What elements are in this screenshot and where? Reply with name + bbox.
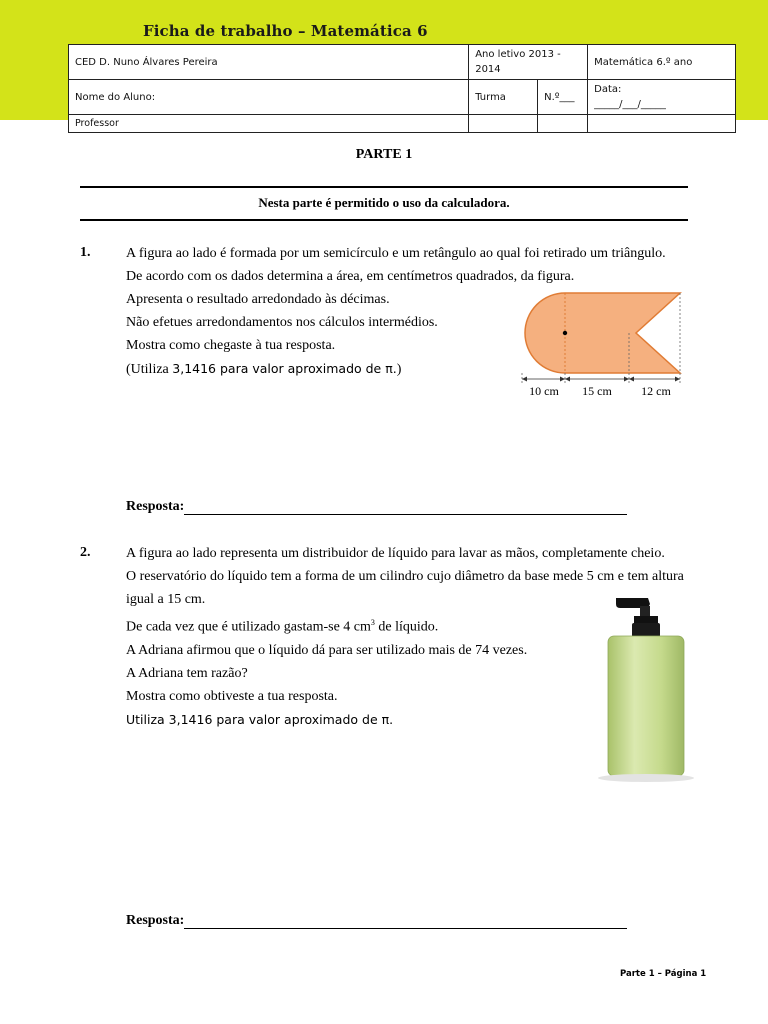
question-2-line: O reservatório do líquido tem a forma de um cilindro cujo diâmetro da base mede 5 cm e tem altura bbox=[126, 569, 684, 584]
dimension-label-15: 15 cm bbox=[582, 384, 612, 398]
composite-shape-figure bbox=[514, 287, 694, 403]
teacher-field[interactable]: Professor bbox=[69, 115, 469, 133]
school-year: Ano letivo 2013 - 2014 bbox=[469, 45, 588, 80]
question-1-number: 1. bbox=[80, 245, 91, 260]
divider-top bbox=[80, 186, 688, 188]
question-2-line: A Adriana afirmou que o líquido dá para ser utilizado mais de 74 vezes. bbox=[126, 642, 528, 658]
school-name: CED D. Nuno Álvares Pereira bbox=[69, 45, 469, 80]
question-2-line: A Adriana tem razão? bbox=[126, 665, 248, 681]
answer-2[interactable]: Resposta: bbox=[126, 913, 627, 929]
question-2-line: igual a 15 cm. bbox=[126, 592, 206, 607]
answer-2-line[interactable] bbox=[184, 913, 627, 929]
date-label: Data: bbox=[594, 84, 622, 95]
part-title: PARTE 1 bbox=[355, 147, 413, 162]
student-name-field[interactable]: Nome do Aluno: bbox=[69, 80, 469, 115]
answer-1-line[interactable] bbox=[184, 499, 627, 515]
page-footer: Parte 1 – Página 1 bbox=[620, 969, 707, 979]
question-2-line: A figura ao lado representa um distribuidor de líquido para lavar as mãos, completamente cheio. bbox=[126, 546, 665, 561]
question-2-number: 2. bbox=[80, 545, 91, 560]
question-1-line: De acordo com os dados determina a área, em centímetros quadrados, da figura. bbox=[126, 269, 575, 284]
question-1-line: Mostra como chegaste à tua resposta. bbox=[126, 338, 336, 353]
number-field[interactable]: N.º___ bbox=[538, 80, 588, 115]
pump-cap bbox=[632, 623, 660, 637]
header-table bbox=[68, 44, 736, 133]
answer-1[interactable]: Resposta: bbox=[126, 499, 627, 515]
question-1-line: Não efetues arredondamentos nos cálculos intermédios. bbox=[126, 315, 438, 330]
question-2-line: De cada vez que é utilizado gastam-se 4 $cm^3$ de líquido. bbox=[126, 618, 439, 635]
question-1-line: Apresenta o resultado arredondado às décimas. bbox=[126, 292, 390, 307]
document-title: Ficha de trabalho – Matemática 6 bbox=[143, 22, 428, 40]
question-2-hint: Utiliza 3,1416 para valor aproximado de π. bbox=[126, 711, 394, 727]
subject: Matemática 6.º ano bbox=[588, 45, 736, 80]
center-point bbox=[563, 331, 567, 335]
question-1-hint: (Utiliza 3,1416 para valor aproximado de π.) bbox=[126, 361, 402, 377]
date-blank: _____/___/_____ bbox=[594, 99, 666, 110]
date-field[interactable] bbox=[588, 80, 736, 115]
calculator-note: Nesta parte é permitido o uso da calculadora. bbox=[258, 195, 510, 210]
soap-dispenser-image bbox=[596, 592, 696, 788]
question-1-line: A figura ao lado é formada por um semicírculo e um retângulo ao qual foi retirado um triângulo. bbox=[126, 246, 666, 261]
divider-bottom bbox=[80, 219, 688, 221]
class-field[interactable]: Turma bbox=[469, 80, 538, 115]
bottle-body bbox=[608, 636, 684, 776]
shape-outline bbox=[525, 293, 680, 373]
dimension-label-12: 12 cm bbox=[641, 384, 671, 398]
dimension-label-10: 10 cm bbox=[529, 384, 559, 398]
question-2-line: Mostra como obtiveste a tua resposta. bbox=[126, 688, 338, 704]
